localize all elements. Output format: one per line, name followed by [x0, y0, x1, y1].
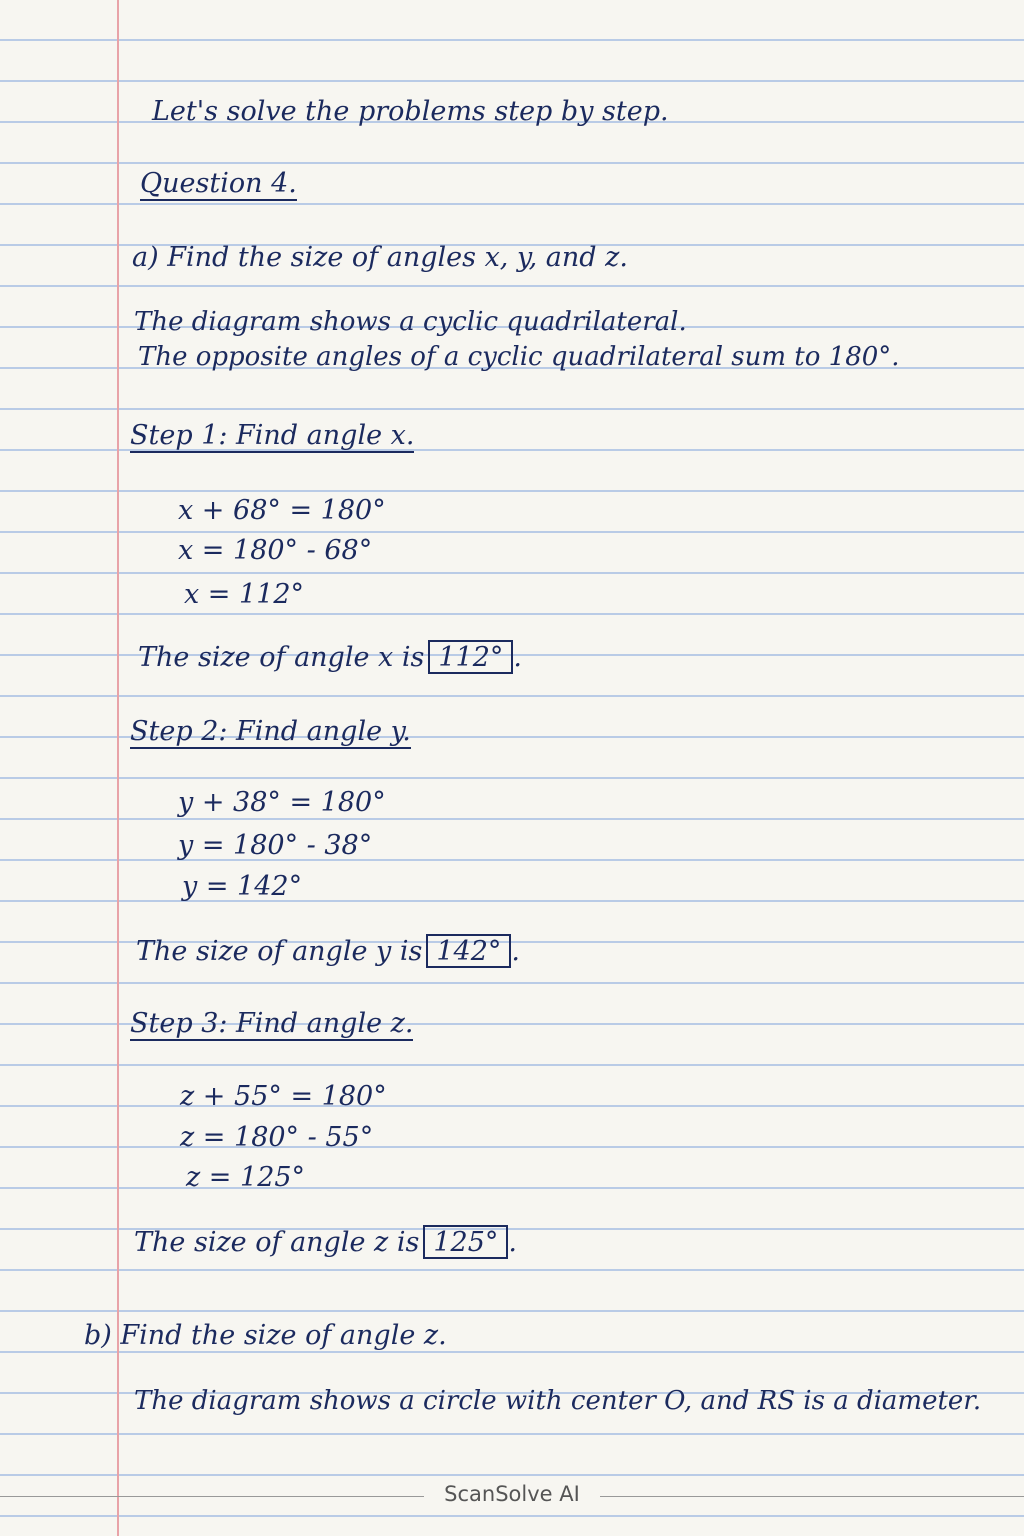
step-3-equation-1: z + 55° = 180° — [180, 1081, 387, 1112]
step-1-equation-2: x = 180° - 68° — [178, 535, 373, 566]
step-3-heading: Step 3: Find angle z. — [130, 1008, 414, 1039]
step-2-answer-box: 142° — [426, 934, 511, 968]
step-2-equation-1: y + 38° = 180° — [178, 787, 386, 818]
step-2-heading: Step 2: Find angle y. — [130, 716, 411, 747]
step-3-equation-2: z = 180° - 55° — [180, 1122, 374, 1153]
step-1-answer-box: 112° — [428, 640, 513, 674]
step-1-answer — [138, 640, 522, 674]
step-1-equation-3: x = 112° — [184, 579, 305, 610]
step-1-heading: Step 1: Find angle x. — [130, 420, 415, 451]
step-3-answer-text: The size of angle z is — [134, 1227, 420, 1258]
answer-period: . — [508, 1227, 517, 1258]
step-3-equation-3: z = 125° — [186, 1162, 306, 1193]
step-1-answer-text: The size of angle x is — [138, 642, 425, 673]
part-a-explanation-1: The diagram shows a cyclic quadrilateral. — [134, 307, 687, 337]
intro-text: Let's solve the problems step by step. — [152, 96, 669, 127]
step-1-equation-1: x + 68° = 180° — [178, 495, 386, 526]
footer — [0, 1482, 1024, 1506]
notebook-margin-line — [117, 0, 119, 1536]
step-2-answer-text: The size of angle y is — [136, 936, 423, 967]
footer-brand: ScanSolve AI — [434, 1482, 590, 1506]
step-2-answer — [136, 934, 520, 968]
part-b-explanation: The diagram shows a circle with center O, and RS is a diameter. — [134, 1386, 982, 1416]
question-title: Question 4. — [140, 168, 297, 199]
answer-period: . — [511, 936, 521, 967]
part-a-prompt: a) Find the size of angles x, y, and z. — [132, 242, 628, 273]
step-3-answer-box: 125° — [423, 1225, 508, 1259]
step-2-equation-3: y = 142° — [182, 871, 303, 902]
answer-period: . — [513, 642, 522, 673]
part-a-explanation-2: The opposite angles of a cyclic quadrilateral sum to 180°. — [138, 342, 900, 372]
step-2-equation-2: y = 180° - 38° — [178, 830, 373, 861]
part-b-prompt: b) Find the size of angle z. — [84, 1320, 447, 1351]
step-3-answer — [134, 1225, 517, 1259]
